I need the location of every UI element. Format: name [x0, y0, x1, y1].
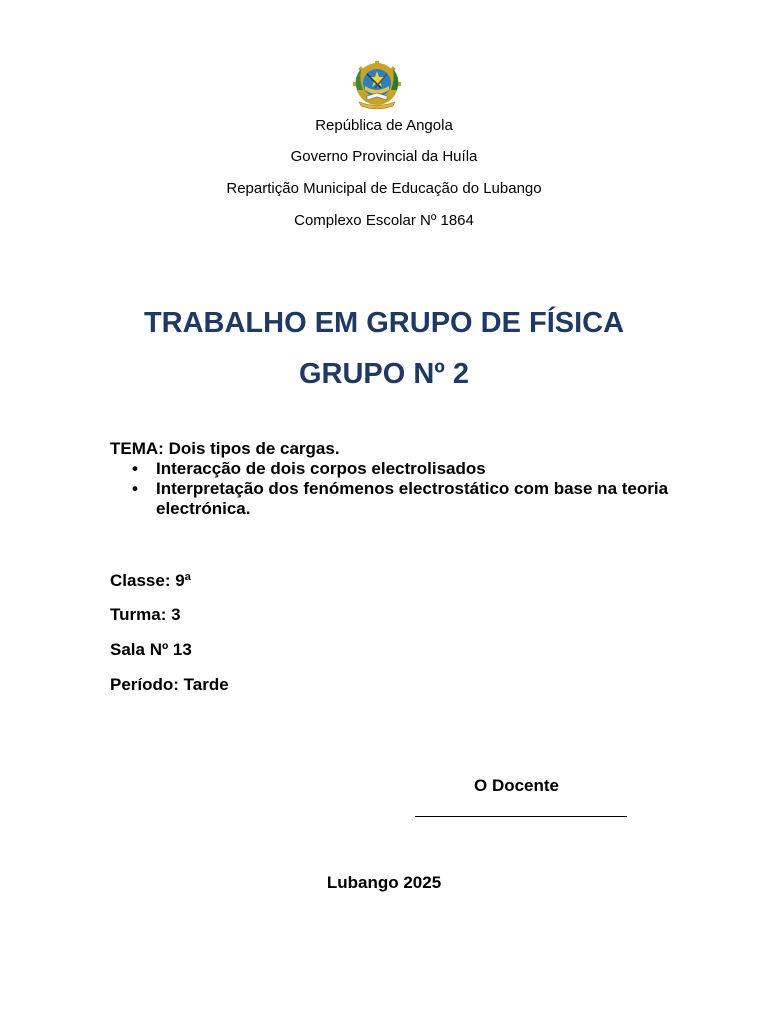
bullet-icon: • — [132, 479, 138, 498]
periodo-field: Período: Tarde — [110, 675, 229, 694]
bullet-icon: • — [132, 459, 138, 478]
list-item — [110, 459, 670, 479]
angola-coat-of-arms-icon — [347, 60, 407, 110]
page-title: TRABALHO EM GRUPO DE FÍSICA — [143, 307, 625, 339]
header-government: Governo Provincial da Huíla — [290, 148, 478, 165]
sala-field: Sala Nº 13 — [110, 640, 192, 659]
tema-section — [110, 439, 670, 519]
header-school: Complexo Escolar Nº 1864 — [294, 212, 474, 229]
group-number: GRUPO Nº 2 — [298, 358, 470, 390]
tema-heading — [110, 439, 670, 459]
footer-place-year: Lubango 2025 — [326, 873, 442, 892]
docente-label: O Docente — [474, 776, 560, 795]
list-item-text: Interacção de dois corpos electrolisados — [156, 459, 486, 478]
tema-text: Dois tipos de cargas. — [168, 439, 340, 458]
classe-field: Classe: 9ª — [110, 571, 191, 590]
header-repartition: Repartição Municipal de Educação do Lubango — [226, 180, 542, 197]
list-item — [110, 479, 670, 519]
signature-line — [415, 816, 627, 817]
turma-field: Turma: 3 — [110, 605, 181, 624]
list-item-text: Interpretação dos fenómenos electrostático com base na teoria electrónica. — [156, 479, 669, 518]
header-republic: República de Angola — [315, 117, 453, 134]
tema-list — [110, 459, 670, 519]
tema-label: TEMA: — [110, 439, 164, 458]
